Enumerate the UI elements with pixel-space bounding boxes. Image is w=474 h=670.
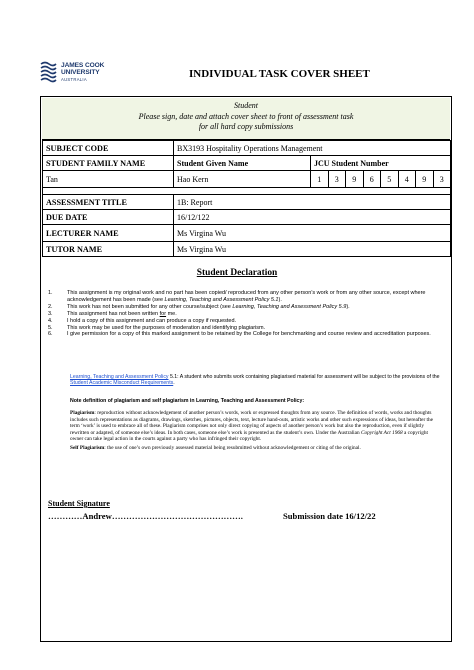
- jcu-digit[interactable]: 3: [433, 171, 451, 188]
- jcu-digit[interactable]: 9: [346, 171, 364, 188]
- lecturer-field[interactable]: Ms Virgina Wu: [174, 225, 451, 242]
- subject-code-label: SUBJECT CODE: [43, 141, 174, 156]
- plagiarism-paragraph: [70, 410, 440, 443]
- item-text-end: ).: [346, 303, 350, 310]
- logo-line2: UNIVERSITY: [61, 69, 100, 76]
- logo-line1: JAMES COOK: [61, 62, 105, 69]
- page-title: INDIVIDUAL TASK COVER SHEET: [189, 68, 370, 80]
- due-date-row: [43, 210, 451, 225]
- jcu-digit[interactable]: 6: [363, 171, 381, 188]
- policy-text: 5.1: A student who submits work containing plagiarised material for assessment will be subject to the provisions of the: [168, 374, 440, 380]
- lecturer-row: [43, 225, 451, 242]
- item-text-end: me.: [166, 310, 177, 317]
- plagiarism-definition-end: a copyright owner can take legal action in the courts against a party who has infringed their copyright.: [70, 429, 428, 442]
- list-item: [48, 318, 446, 325]
- due-date-label: DUE DATE: [43, 210, 174, 225]
- list-item: [48, 331, 446, 338]
- self-plagiarism-term: Self Plagiarism: [70, 444, 105, 451]
- student-details-table: [42, 140, 451, 257]
- banner-line1: Student: [234, 101, 258, 110]
- banner-line2: Please sign, date and attach cover sheet to front of assessment task: [138, 111, 354, 121]
- item-text: This assignment has not been written: [67, 310, 160, 317]
- policy-link[interactable]: Learning, Teaching and Assessment Policy: [70, 374, 169, 380]
- family-name-field[interactable]: Tan: [43, 171, 174, 188]
- plagiarism-term: Plagiarism: [70, 410, 95, 416]
- list-item: [48, 290, 446, 304]
- plagiarism-definitions: [70, 410, 440, 453]
- policy-text-end: .: [173, 380, 175, 387]
- item-emphasis: for: [159, 310, 167, 317]
- misconduct-link[interactable]: Student Academic Misconduct Requirements: [70, 380, 174, 387]
- item-number: 6.: [48, 331, 53, 338]
- jcu-digit[interactable]: 1: [311, 171, 329, 188]
- list-item: [48, 304, 446, 311]
- subject-code-field[interactable]: BX3193 Hospitality Operations Management: [174, 141, 451, 156]
- jcu-digit[interactable]: 3: [328, 171, 346, 188]
- name-header-row: [43, 156, 451, 171]
- jcu-digit[interactable]: 5: [381, 171, 399, 188]
- due-date-field[interactable]: 16/12/122: [174, 210, 451, 225]
- subject-code-row: [43, 141, 451, 156]
- declaration-list: [48, 290, 446, 338]
- lecturer-label: LECTURER NAME: [43, 225, 174, 242]
- list-item: [48, 325, 446, 332]
- spacer-row: [43, 188, 451, 195]
- declaration-title: Student Declaration: [196, 268, 278, 278]
- university-logo: [40, 59, 105, 89]
- self-plagiarism-definition: : the use of one’s own previously assessed material being resubmitted without acknowledgement or citing of the original.: [104, 444, 361, 451]
- given-name-field[interactable]: Hao Kern: [174, 171, 311, 188]
- self-plagiarism-paragraph: [70, 445, 440, 452]
- item-number: 2.: [48, 303, 53, 310]
- given-name-label: Student Given Name: [174, 156, 311, 171]
- tutor-row: [43, 242, 451, 257]
- copyright-act: Copyright Act 1968: [360, 429, 403, 436]
- jcu-number-label: JCU Student Number: [311, 156, 451, 171]
- wave-logo-icon: [40, 61, 57, 83]
- tutor-field[interactable]: Ms Virgina Wu: [174, 242, 451, 257]
- item-number: 5.: [48, 324, 53, 331]
- item-text: This assignment is my original work and no part has been copied/ reproduced from any other person’s work or from any other source, except where acknowledgement has been made (see: [67, 290, 426, 303]
- note-heading: Note definition of plagiarism and self plagiarism in Learning, Teaching and Assessment Policy:: [70, 398, 305, 404]
- policy-statement: [70, 374, 442, 387]
- signature-label: Student Signature: [48, 499, 110, 508]
- logo-line3: AUSTRALIA: [61, 77, 87, 82]
- submission-date[interactable]: Submission date 16/12/22: [283, 511, 376, 521]
- family-name-label: STUDENT FAMILY NAME: [43, 156, 174, 171]
- item-text: I hold a copy of this assignment and can produce a copy if requested.: [67, 317, 237, 324]
- assessment-title-row: [43, 195, 451, 210]
- item-ref: Learning, Teaching and Assessment Policy 5.9: [232, 303, 347, 310]
- assessment-title-label: ASSESSMENT TITLE: [43, 195, 174, 210]
- assessment-title-field[interactable]: 1B: Report: [174, 195, 451, 210]
- jcu-digit[interactable]: 4: [398, 171, 416, 188]
- item-text: I give permission for a copy of this marked assignment to be retained by the College for benchmarking and course review and accreditation purposes.: [67, 331, 431, 338]
- signature-field[interactable]: …………Andrew……………………………………….: [48, 511, 243, 521]
- item-ref: Learning, Teaching and Assessment Policy 5.1: [164, 296, 279, 303]
- name-value-row: [43, 171, 451, 188]
- item-text-end: ).: [278, 296, 282, 303]
- spacer: [43, 188, 451, 195]
- item-number: 4.: [48, 317, 53, 324]
- tutor-label: TUTOR NAME: [43, 242, 174, 257]
- item-number: 3.: [48, 310, 53, 317]
- instruction-banner: [42, 98, 450, 140]
- plagiarism-definition: : reproduction without acknowledgement of another person’s words, work or expressed thoughts from any source. The definition of words, works and thoughts includes such representations as diagrams, drawings, sketches, pictures, objects, text, lecture hand-outs, artistic works and other such expressions of ideas, but hereafter the term ‘work’ is used to embrace all of these. Plagiarism comprises not only direct copying of aspects of another person’s work but also the reproduction, even if slightly rewritten or adapted, of someone else’s ideas. In both cases, someone else’s work is presented as the student’s own. Under the Australian: [70, 410, 434, 436]
- item-number: 1.: [48, 290, 53, 296]
- item-text: This work may be used for the purposes of moderation and identifying plagiarism.: [67, 324, 266, 331]
- jcu-digit[interactable]: 9: [416, 171, 434, 188]
- list-item: [48, 311, 446, 318]
- banner-line3: for all hard copy submissions: [198, 122, 294, 131]
- item-text: This work has not been submitted for any other course/subject (see: [67, 303, 233, 310]
